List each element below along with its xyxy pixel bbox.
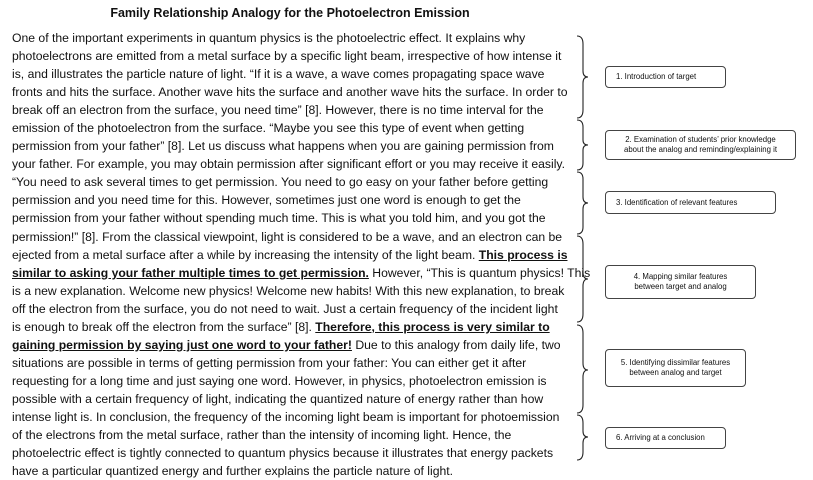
text-run: permission and you need time for this. However, sometimes just one word is enough to get the: [12, 193, 521, 208]
emphasized-text: similar to asking your father multiple times to get permission.: [12, 265, 369, 280]
document-title: Family Relationship Analogy for the Photoelectron Emission: [110, 6, 470, 20]
stage-label-introduction: 1. Introduction of target: [616, 72, 697, 81]
stage-label-relevant-features: 3. Identification of relevant features: [616, 197, 738, 207]
text-run: permission from your father” [8]. Let us discuss what happens when you are gaining permission from: [12, 139, 554, 154]
text-run: fronts and hits the surface. Another wave hits the surface and another wave hits the surface. In order to: [12, 85, 568, 100]
emphasized-text: gaining permission by saying just one word to your father!: [12, 337, 352, 352]
text-run: photoelectrons are emitted from a metal surface by a specific light beam, irrespective of how intense it: [12, 49, 562, 64]
stage-label-conclusion: 6. Arriving at a conclusion: [616, 433, 705, 442]
bracket-prior-knowledge: [577, 120, 588, 170]
stage-box-similar-features: [605, 265, 756, 299]
text-run: off the electron from the surface, you do not need to wait. Just a certain frequency of the incident light: [12, 301, 558, 316]
emphasized-text: This process is: [478, 247, 568, 262]
stage-label-prior-knowledge-line-2: about the analog and reminding/explaining it: [623, 145, 778, 154]
bracket-similar-features: [577, 236, 588, 322]
bracket-introduction: [577, 36, 588, 118]
text-run: have a particular quantized energy and further explains the particle nature of light.: [12, 464, 454, 479]
text-run: ejected from a metal surface after a while by increasing the intensity of the light beam.: [12, 247, 479, 262]
stage-box-dissimilar-features: [605, 349, 746, 387]
text-run: your father. For example, you may obtain permission after significant effort or you may receive it easily.: [12, 157, 565, 172]
bracket-dissimilar-features: [577, 325, 588, 413]
emphasized-text: Therefore, this process is very similar to: [315, 319, 550, 334]
stage-box-introduction: [605, 66, 726, 88]
text-run: permission!” [8]. From the classical viewpoint, light is considered to be a wave, and an electron can be: [12, 229, 563, 244]
text-run: However, “This is quantum physics! This: [368, 265, 591, 280]
stage-label-prior-knowledge-line-1: 2. Examination of students’ prior knowledge: [625, 135, 776, 144]
text-run: is, and illustrates the particle nature of light. “If it is a wave, a wave comes propagating space wave: [12, 67, 545, 82]
bracket-relevant-features: [577, 172, 588, 234]
text-run: intense light is. In conclusion, the frequency of the incoming light beam is important for photoemission: [12, 409, 560, 424]
stage-label-similar-features-line-2: between target and analog: [634, 282, 727, 291]
text-run: One of the important experiments in quantum physics is the photoelectric effect. It explains why: [12, 31, 526, 45]
text-run: situations are possible in terms of getting permission from your father: You can either get it after: [12, 355, 527, 370]
text-run: “You need to ask several times to get permission. You need to go easy on your father before getting: [12, 175, 549, 190]
text-run: is a new explanation. Welcome new physics! Welcome new habits! With this new explanation, to break: [12, 283, 565, 298]
text-run: photoelectric effect is tightly connected to quantum physics because it illustrates that energy packets: [12, 446, 554, 461]
text-run: of the electrons from the metal surface, rather than the intensity of incoming light. Hence, the: [12, 428, 512, 443]
text-run: possible with a certain frequency of light, indicating the quantized nature of energy rather than how: [12, 391, 544, 406]
text-run: break off an electron from the surface, you need time” [8]. However, there is no time interval for the: [12, 103, 544, 118]
stage-box-conclusion: [605, 427, 726, 449]
text-run: Due to this analogy from daily life, two: [351, 337, 561, 352]
text-run: permission from your father without spending much time. This is what you told him, and you got the: [12, 211, 546, 226]
stage-label-similar-features-line-1: 4. Mapping similar features: [633, 272, 728, 281]
text-run: emission of the photoelectron from the surface. “Maybe you see this type of event when getting: [12, 121, 525, 136]
stage-box-prior-knowledge: [605, 130, 796, 160]
bracket-conclusion: [577, 415, 588, 460]
stage-box-relevant-features: [605, 191, 776, 214]
stage-label-dissimilar-features-line-2: between analog and target: [629, 368, 722, 377]
text-run: is enough to break off the electron from the surface” [8].: [12, 319, 316, 334]
stage-label-dissimilar-features-line-1: 5. Identifying dissimilar features: [620, 358, 731, 367]
text-run: requesting for a long time and just saying one word. However, in physics, photoelectron emission is: [12, 373, 547, 388]
